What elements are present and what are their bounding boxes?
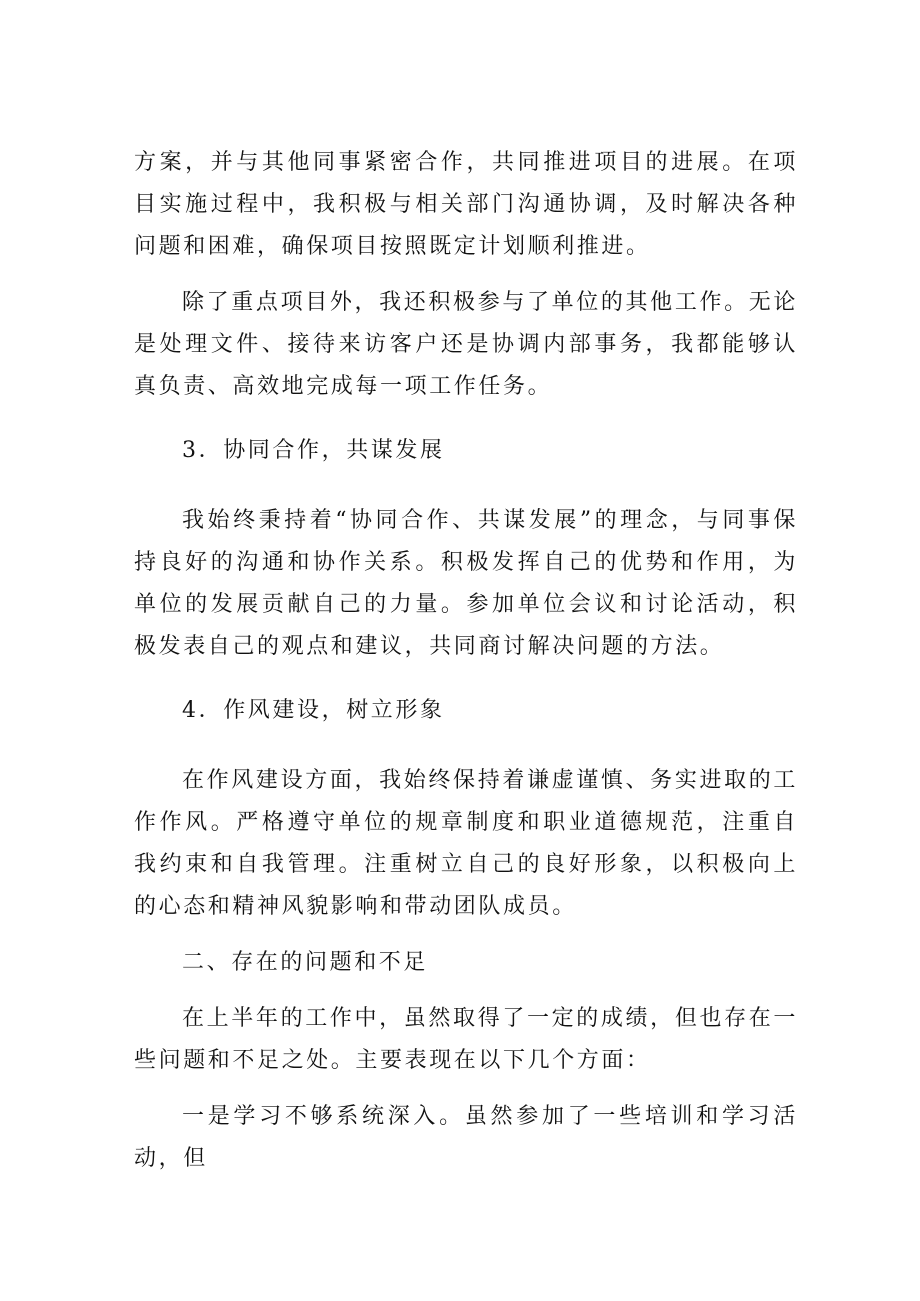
heading-problems: 二、存在的问题和不足 bbox=[182, 950, 429, 975]
paragraph-project-implementation: 方案，并与其他同事紧密合作，共同推进项目的进展。在项目实施过程中，我积极与相关部门沟通协调，及时解决各种问题和困难，确保项目按照既定计划顺利推进。 bbox=[134, 150, 798, 259]
document-body bbox=[134, 142, 798, 1180]
heading-work-style: 4．作风建设，树立形象 bbox=[182, 698, 445, 723]
paragraph-other-work: 除了重点项目外，我还积极参与了单位的其他工作。无论是处理文件、接待来访客户还是协调内部事务，我都能够认真负责、高效地完成每一项工作任务。 bbox=[134, 290, 798, 399]
paragraph-problems-intro: 在上半年的工作中，虽然取得了一定的成绩，但也存在一些问题和不足之处。主要表现在以下几个方面： bbox=[134, 1006, 798, 1073]
heading-collaboration: 3．协同合作，共谋发展 bbox=[182, 438, 445, 463]
paragraph-work-style: 在作风建设方面，我始终保持着谦虚谨慎、务实进取的工作作风。严格遵守单位的规章制度和职业道德规范，注重自我约束和自我管理。注重树立自己的良好形象，以积极向上的心态和精神风貌影响和带动团队成员。 bbox=[134, 768, 798, 919]
paragraph-problem-one: 一是学习不够系统深入。虽然参加了一些培训和学习活动，但 bbox=[134, 1104, 798, 1171]
paragraph-collaboration: 我始终秉持着“协同合作、共谋发展”的理念，与同事保持良好的沟通和协作关系。积极发挥自己的优势和作用，为单位的发展贡献自己的力量。参加单位会议和讨论活动，积极发表自己的观点和建议，共同商讨解决问题的方法。 bbox=[134, 508, 798, 659]
